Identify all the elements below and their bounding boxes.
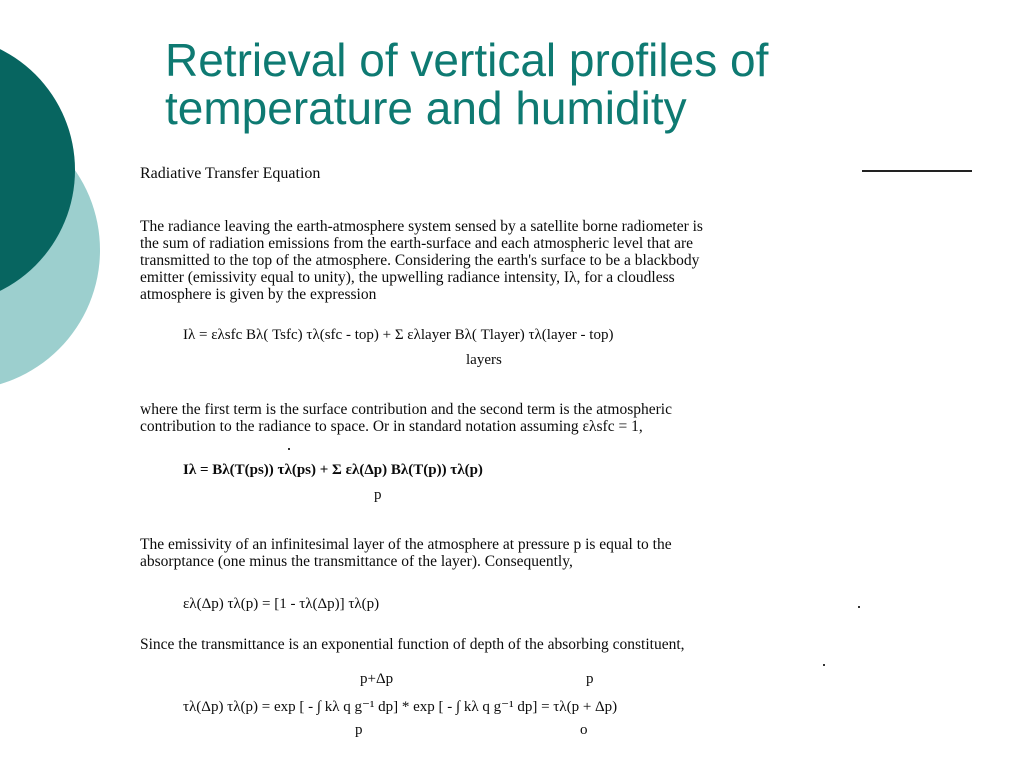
slide-title-line-2: temperature and humidity <box>165 82 687 134</box>
slide-title <box>165 36 885 132</box>
decorative-circles <box>0 0 110 420</box>
scan-speck <box>288 448 290 450</box>
equation-1: Iλ = ελsfc Bλ( Tsfc) τλ(sfc - top) + Σ ελlayer Bλ( Tlayer) τλ(layer - top) <box>183 327 614 343</box>
paragraph-1 <box>140 218 703 303</box>
scan-speck <box>858 606 860 608</box>
equation-4-lower-limit-right: o <box>580 722 588 738</box>
equation-4-upper-limit-left: p+Δp <box>360 671 394 687</box>
paragraph-3-line: The emissivity of an infinitesimal layer of the atmosphere at pressure p is equal to the <box>140 536 672 553</box>
paragraph-1-line: transmitted to the top of the atmosphere. Considering the earth's surface to be a blackbody <box>140 252 700 269</box>
equation-1-subscript: layers <box>466 352 502 368</box>
horizontal-rule <box>862 170 972 172</box>
slide-title-line-1: Retrieval of vertical profiles of <box>165 34 769 86</box>
equation-4: τλ(Δp) τλ(p) = exp [ - ∫ kλ q g⁻¹ dp] * exp [ - ∫ kλ q g⁻¹ dp] = τλ(p + Δp) <box>183 699 618 715</box>
paragraph-3-line: absorptance (one minus the transmittance of the layer). Consequently, <box>140 553 573 570</box>
paragraph-2-line: where the first term is the surface contribution and the second term is the atmospheric <box>140 401 672 418</box>
equation-3: ελ(Δp) τλ(p) = [1 - τλ(Δp)] τλ(p) <box>183 596 380 612</box>
equation-2: Iλ = Bλ(T(ps)) τλ(ps) + Σ ελ(Δp) Bλ(T(p)) τλ(p) <box>183 462 483 478</box>
paragraph-1-line: atmosphere is given by the expression <box>140 286 377 303</box>
equation-4-upper-limit-right: p <box>586 671 594 687</box>
paragraph-1-line: emitter (emissivity equal to unity), the upwelling radiance intensity, Iλ, for a cloudless <box>140 269 675 286</box>
equation-4-lower-limit-left: p <box>355 722 363 738</box>
scan-speck <box>823 664 825 666</box>
paragraph-1-line: the sum of radiation emissions from the earth-surface and each atmospheric level that are <box>140 235 694 252</box>
paragraph-2 <box>140 401 672 435</box>
paragraph-3 <box>140 536 672 570</box>
equation-2-subscript: p <box>374 487 382 503</box>
paragraph-2-line: contribution to the radiance to space. Or in standard notation assuming ελsfc = 1, <box>140 418 643 435</box>
paragraph-4: Since the transmittance is an exponential function of depth of the absorbing constituent, <box>140 636 685 653</box>
paragraph-1-line: The radiance leaving the earth-atmosphere system sensed by a satellite borne radiometer is <box>140 218 703 235</box>
scan-heading: Radiative Transfer Equation <box>140 165 321 182</box>
